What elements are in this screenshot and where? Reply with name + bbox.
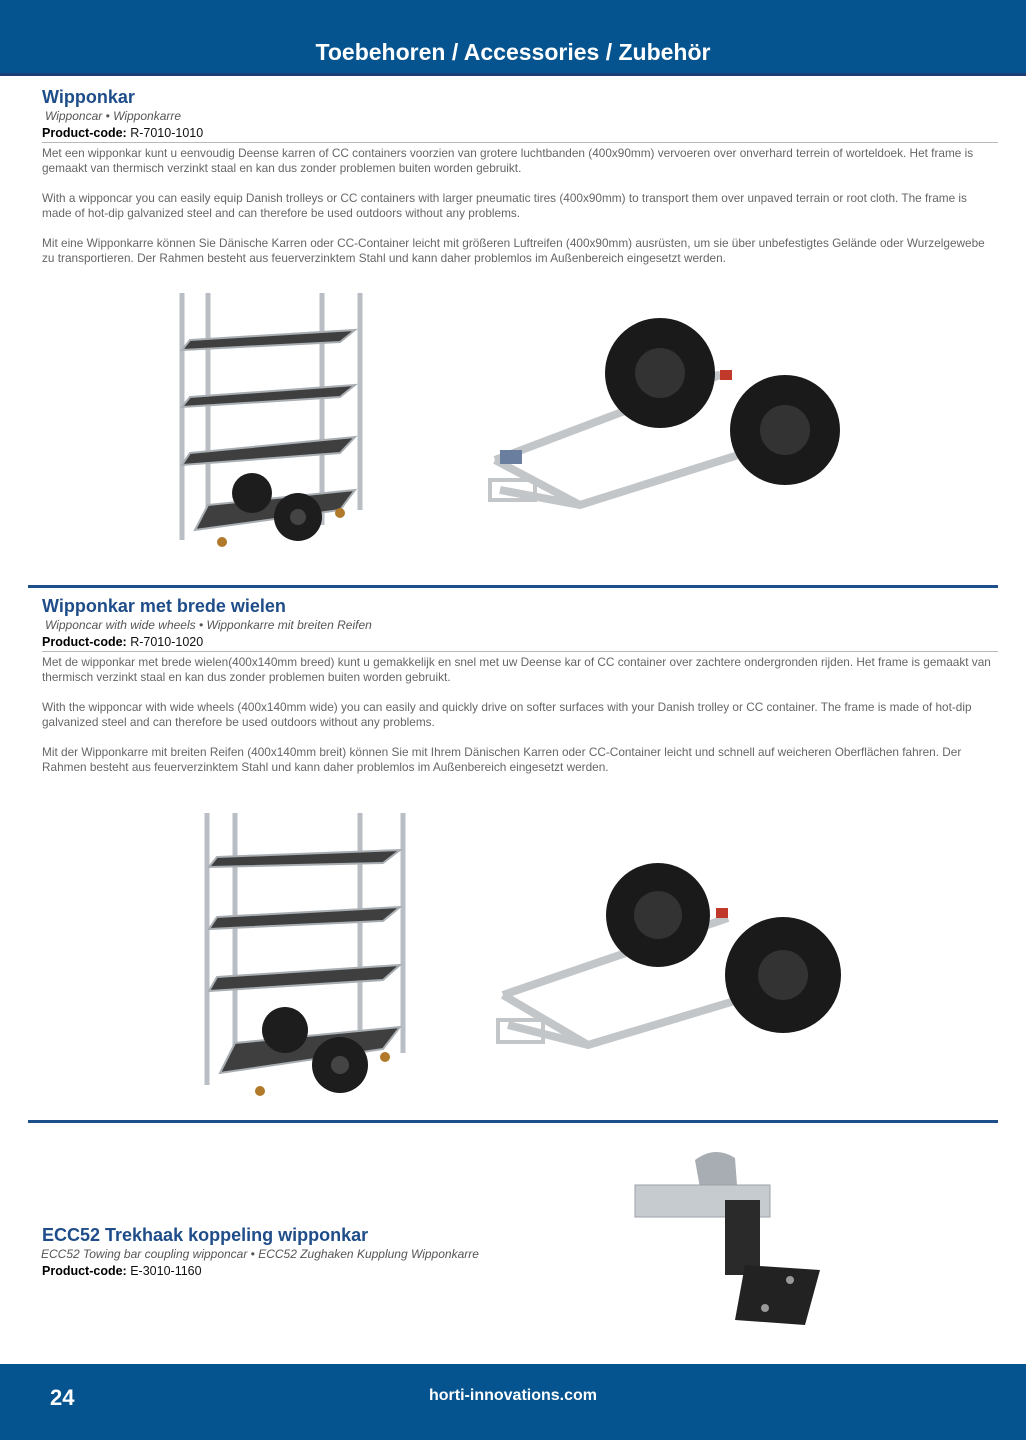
wide-wheel-wipponkar-frame-image: [488, 860, 858, 1070]
product-code-label: Product-code:: [42, 635, 127, 649]
product-title: ECC52 Trekhaak koppeling wipponkar: [42, 1225, 369, 1245]
page-header-bar: [0, 0, 1026, 76]
product-code-label: Product-code:: [42, 126, 127, 140]
page-number: 24: [50, 1385, 75, 1410]
product-code-row: [42, 1262, 998, 1280]
product-subtitle: ECC52 Towing bar coupling wipponcar • ECC52 Zughaken Kupplung Wipponkarre: [41, 1247, 479, 1261]
product-code: E-3010-1160: [130, 1264, 202, 1278]
trolley-with-wide-wheel-wipponkar-image: [195, 805, 415, 1100]
product-section-wipponkar-wide-wheels: [42, 595, 998, 775]
website-link[interactable]: horti-innovations.com: [429, 1387, 597, 1404]
page-footer-bar: [0, 1364, 1026, 1440]
section-divider: [28, 1120, 998, 1123]
product-title: Wipponkar met brede wielen: [42, 596, 286, 616]
product-subtitle: Wipponcar with wide wheels • Wipponkarre mit breiten Reifen: [45, 618, 372, 632]
product-code: R-7010-1020: [130, 635, 204, 649]
description-german: Mit der Wipponkarre mit breiten Reifen (400x140mm breit) können Sie mit Ihrem Dänischen Karren oder CC-Container leicht und schnell auf weicheren Oberflächen fahren. Der Rahmen besteht aus feuerverzinktem Stahl und kann daher problemlos im Außenbereich eingesetzt werden.: [42, 745, 962, 774]
description-english: With a wipponcar you can easily equip Danish trolleys or CC containers with larger pneumatic tires (400x90mm) to transport them over unpaved terrain or root cloth. The frame is made of hot-dip galvanized steel and can therefore be used outdoors without any problems.: [42, 191, 967, 220]
description-dutch: Met de wipponkar met brede wielen(400x140mm breed) kunt u gemakkelijk en snel met uw Deense kar of CC container over zachtere ondergronden rijden. Het frame is gemaakt van thermisch verzinkt staal en kan dus zonder problemen buiten worden gebruikt.: [42, 655, 991, 684]
description-english: With the wipponcar with wide wheels (400x140mm wide) you can easily and quickly drive on softer surfaces with your Danish trolley or CC container. The frame is made of hot-dip galvanized steel and can therefore be used outdoors without any problems.: [42, 700, 972, 729]
product-subtitle: Wipponcar • Wipponkarre: [45, 109, 182, 123]
product-section-wipponkar: [42, 86, 998, 266]
product-code: R-7010-1010: [130, 126, 204, 140]
product-code-row: [42, 633, 998, 652]
product-section-ecc52-coupling: [42, 1224, 998, 1280]
ecc52-towing-coupling-image: [625, 1140, 830, 1340]
product-code-label: Product-code:: [42, 1264, 127, 1278]
product-code-row: [42, 124, 998, 143]
product-title: Wipponkar: [42, 87, 135, 107]
description-german: Mit eine Wipponkarre können Sie Dänische Karren oder CC-Container leicht mit größeren Luftreifen (400x90mm) ausrüsten, um sie über unbefestigtes Gelände oder Wurzelgewebe zu transportieren. Der Rahmen besteht aus feuerverzinktem Stahl und kann daher problemlos im Außenbereich eingesetzt werden.: [42, 236, 985, 265]
section-divider: [28, 585, 998, 588]
description-dutch: Met een wipponkar kunt u eenvoudig Deense karren of CC containers voorzien van grotere luchtbanden (400x90mm) vervoeren over onverhard terrein of worteldoek. Het frame is gemaakt van thermisch verzinkt staal en kan dus zonder problemen buiten worden gebruikt.: [42, 146, 974, 175]
page-header-title: Toebehoren / Accessories / Zubehör: [315, 39, 711, 65]
wipponkar-frame-image: [480, 315, 850, 530]
trolley-with-wipponkar-image: [170, 285, 370, 555]
